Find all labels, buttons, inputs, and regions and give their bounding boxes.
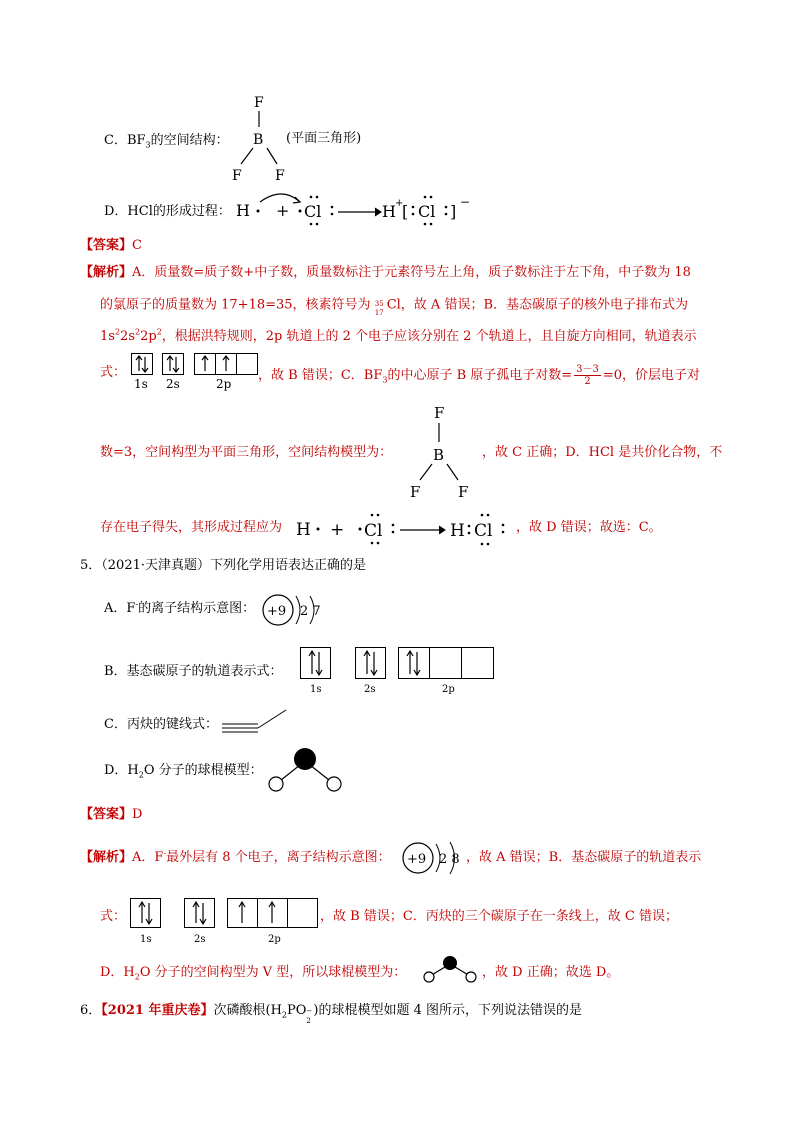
q5-stem: 5．（2021·天津真题）下列化学用语表达正确的是 [80,558,366,573]
svg-text:+9: +9 [407,852,427,867]
bf3-b: B [253,132,264,148]
bf3-f-top: F [254,95,264,111]
q5-option-a: A．F-的离子结构示意图： [104,599,256,616]
analysis-1-line-5a: 数=3，空间构型为平面三角形，空间结构模型为： [100,445,393,460]
svg-text:Cl: Cl [364,521,383,541]
svg-text:Cl: Cl [474,521,493,541]
svg-text:Cl: Cl [304,202,322,221]
q5-option-b: B．基态碳原子的轨道表示式： [104,664,283,679]
answer-2: 【答案】D [80,807,143,822]
svg-text:H: H [296,520,311,540]
q5-option-c: C．丙炔的键线式： [104,717,218,732]
option-d-label: D．HCl的形成过程： [104,204,231,219]
analysis-2-line-2b: ，故 B 错误；C．丙炔的三个碳原子在一条线上，故 C 错误； [320,909,678,924]
analysis-1-line-2: 的氯原子的质量数为 17+18=35，核素符号为 35 17 Cl，故 A 错误；B．基态碳原子的核外电子排布式为 [100,297,689,317]
svg-text:H: H [236,201,250,220]
svg-text:Cl: Cl [418,202,436,221]
option-c-label: C．$BF_3$的空间结构： [104,133,229,150]
svg-text:H: H [382,202,396,221]
analysis-1-line-6b: ，故 D 错误；故选：C。 [516,520,662,535]
analysis-1-line-4b: ，故 B 错误；C．$BF_3$的中心原子 B 原子孤电子对数= $\frac{3-3}{2}$ =0，价层电子对 [258,364,701,387]
analysis-2-line-1b: ，故 A 错误；B．基态碳原子的轨道表示 [466,850,702,865]
svg-text:[: [ [402,202,409,221]
analysis-2-line-2a: 式： [100,909,127,924]
bf3-model-analysis [402,402,482,502]
svg-text:F: F [458,483,469,501]
svg-text:F: F [410,483,421,501]
f-ion-diagram-analysis [398,836,468,880]
analysis-1-line-3: $1s^22s^22p^2$，根据洪特规则，2p 轨道上的 2 个电子应该分别在 2 个轨道上，且自旋方向相同，轨道表示 [100,327,697,344]
svg-text:F: F [434,404,445,422]
q6-stem: 6．【2021 年重庆卷】次磷酸根($H_2PO$ − 2 )的球棍模型如题 4 图所示，下列说法错误的是 [80,1003,583,1025]
analysis-1-line-5b: ，故 C 正确；D．HCl 是共价化合物，不 [482,445,723,460]
h2o-ball-stick-wrong [262,744,352,794]
svg-text:2 8: 2 8 [439,852,460,867]
svg-text:H: H [450,521,465,541]
analysis-2-line-3a: D．$H_2O$ 分子的空间构型为 V 型，所以球棍模型为： [100,965,407,982]
svg-text:2 7: 2 7 [300,604,321,619]
svg-text:−: − [460,195,471,209]
svg-text:B: B [433,446,445,464]
svg-text:+: + [276,201,290,220]
answer-1: 【答案】C [80,238,142,253]
hcl-formation-diagram [232,184,482,232]
hcl-covalent-formation [294,505,522,549]
option-c-note: (平面三角形) [286,131,362,146]
svg-text:+9: +9 [267,604,287,619]
svg-text:]: ] [450,202,457,221]
q5-f-ion-diagram [258,590,338,632]
analysis-1-line-1: 【解析】A．质量数=质子数+中子数，质量数标注于元素符号左上角，质子数标注于左下角，中子数为 18 [80,265,691,280]
analysis-1-line-4a: 式： [100,365,127,380]
bf3-f-left: F [232,168,242,184]
analysis-2-line-1a: 【解析】A．F-最外层有 8 个电子，离子结构示意图： [80,848,391,865]
svg-text:+: + [395,198,404,209]
analysis-1-line-6a: 存在电子得失，其形成过程应为 [100,520,283,535]
bf3-f-right: F [275,168,285,184]
h2o-ball-stick-correct [418,952,482,988]
propyne-bond-line [220,708,290,738]
svg-text:+: + [330,520,345,540]
analysis-2-line-3b: ，故 D 正确；故选 D。 [482,965,620,980]
q5-option-d: D．$H_2O$ 分子的球棍模型： [104,763,263,780]
